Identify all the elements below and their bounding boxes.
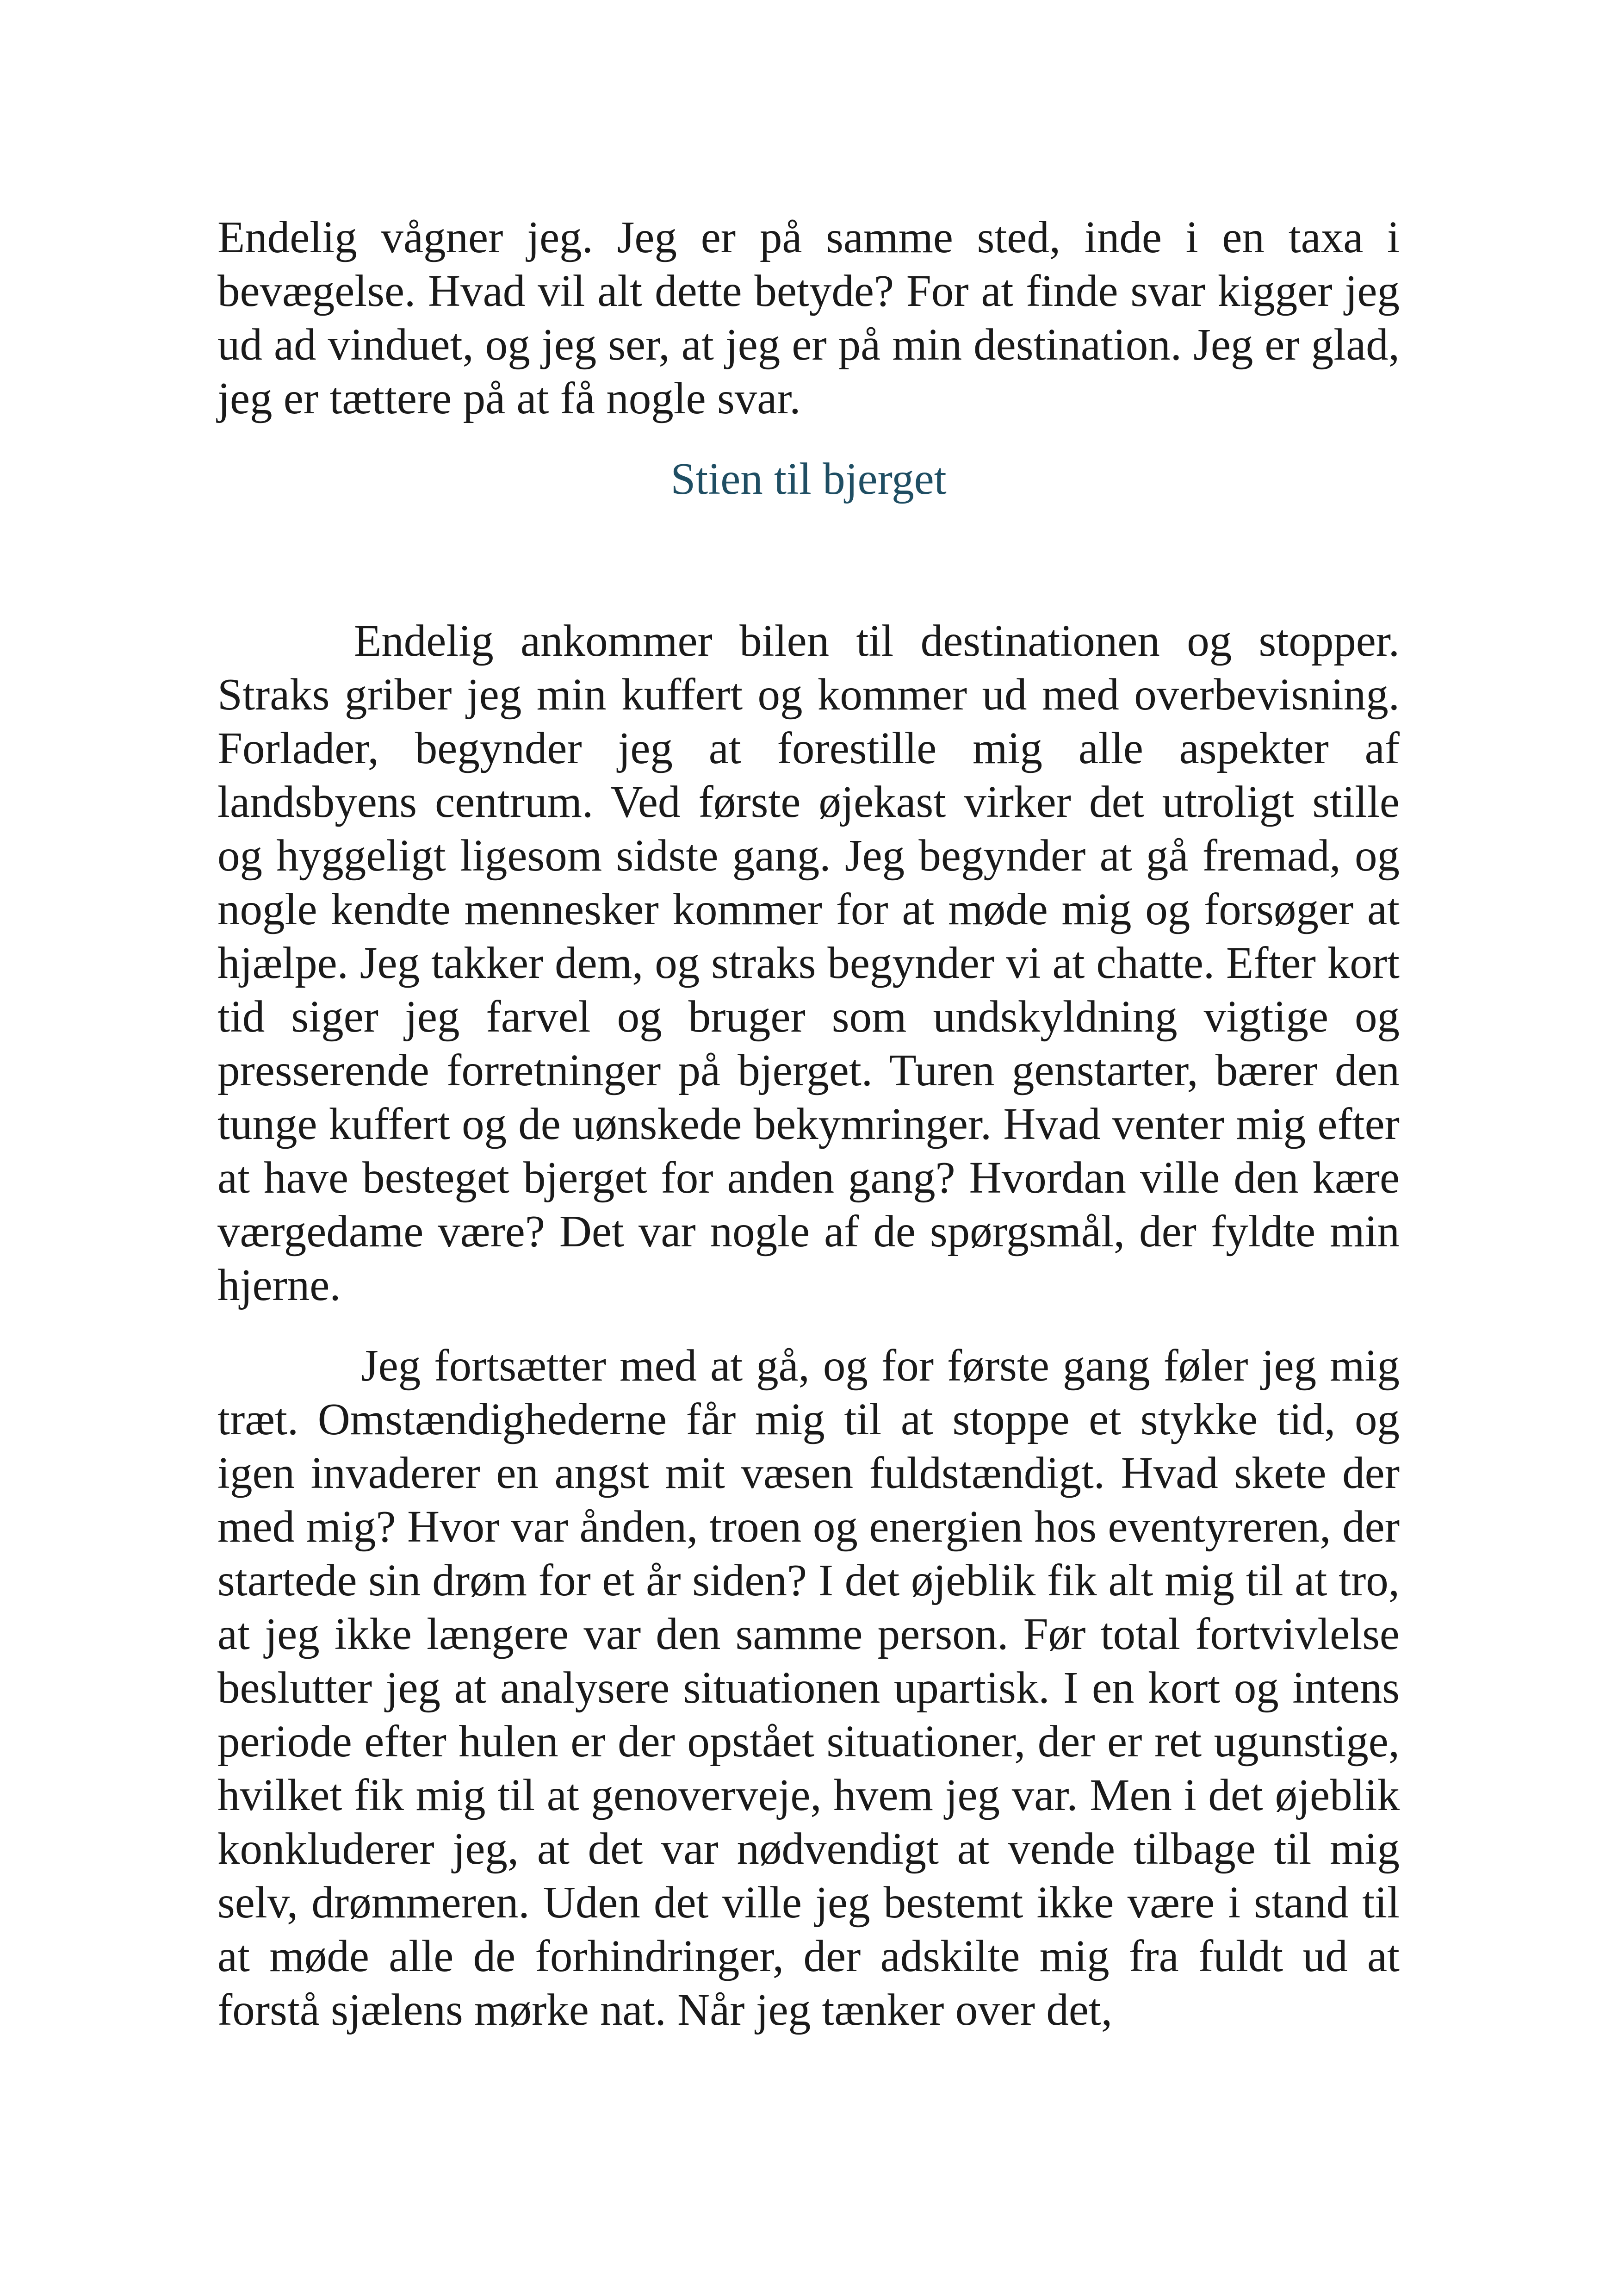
paragraph-3: Jeg fortsætter med at gå, og for første gang føler jeg mig træt. Omstændighederne får mig til at stoppe et stykke tid, og igen invaderer en angst mit væsen fuldstændigt. Hvad skete der med mig? Hvor var ånden, troen og energien hos eventyreren, der startede sin drøm for et år siden? I det øjeblik fik alt mig til at tro, at jeg ikke længere var den samme person. Før total fortvivlelse beslutter jeg at analysere situationen upartisk. I en kort og intens periode efter hulen er der opstået situationer, der er ret ugunstige, hvilket fik mig til at genoverveje, hvem jeg var. Men i det øjeblik konkluderer jeg, at det var nødvendigt at vende tilbage til mig selv, drømmeren. Uden det ville jeg bestemt ikke være i stand til at møde alle de forhindringer, der adskilte mig fra fuldt ud at forstå sjælens mørke nat. Når jeg tænker over det, xyxy=(217,1341,1400,2035)
section-heading: Stien til bjerget xyxy=(670,454,947,504)
paragraph-2: Endelig ankommer bilen til destinationen og stopper. Straks griber jeg min kuffert og kommer ud med overbevisning. Forlader, begynder jeg at forestille mig alle aspekter af landsbyens centrum. Ved første øjekast virker det utroligt stille og hyggeligt ligesom sidste gang. Jeg begynder at gå fremad, og nogle kendte mennesker kommer for at møde mig og forsøger at hjælpe. Jeg takker dem, og straks begynder vi at chatte. Efter kort tid siger jeg farvel og bruger som undskyldning vigtige og presserende forretninger på bjerget. Turen genstarter, bærer den tunge kuffert og de uønskede bekymringer. Hvad venter mig efter at have besteget bjerget for anden gang? Hvordan ville den kære værgedame være? Det var nogle af de spørgsmål, der fyldte min hjerne. xyxy=(217,616,1400,1310)
paragraph-1: Endelig vågner jeg. Jeg er på samme sted, inde i en taxa i bevægelse. Hvad vil alt dette betyde? For at finde svar kigger jeg ud ad vinduet, og jeg ser, at jeg er på min destination. Jeg er glad, jeg er tættere på at få nogle svar. xyxy=(217,212,1400,423)
text-column xyxy=(217,211,1400,2037)
